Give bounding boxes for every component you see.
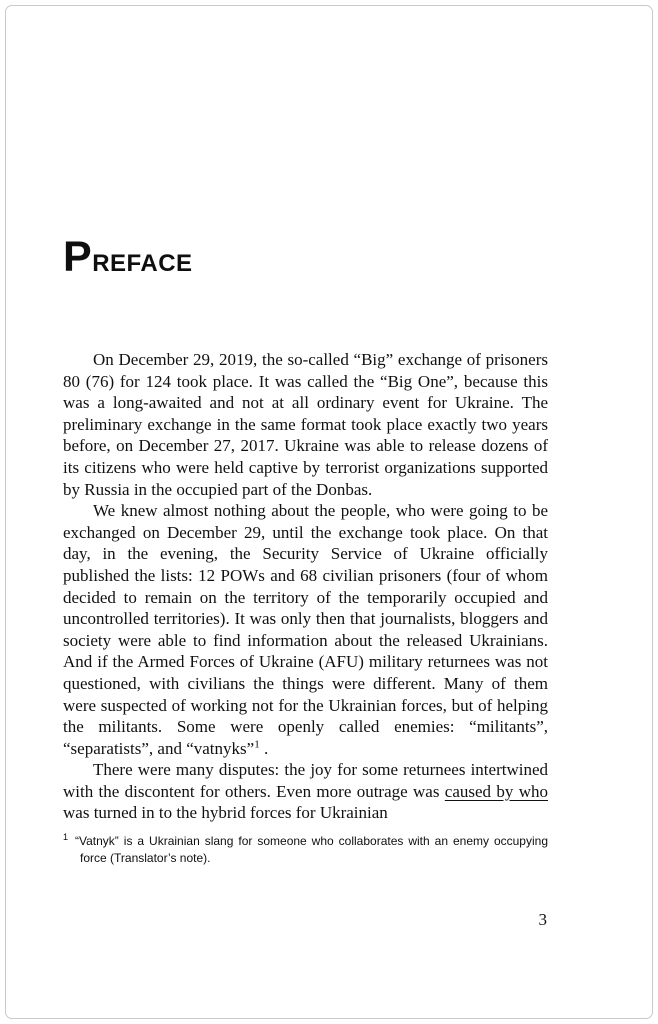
title-initial-letter: P bbox=[63, 233, 93, 281]
paragraph-2 bbox=[63, 500, 548, 759]
paragraph-3-text-start: There were many disputes: the joy for some returnees intertwined with the discontent for others. Even more outrage was bbox=[63, 760, 548, 801]
paragraph-3-underlined-text: caused by who bbox=[444, 781, 548, 801]
paragraph-2-tail: . bbox=[259, 738, 269, 758]
footnote-text: “Vatnyk” is a Ukrainian slang for someone who collaborates with an enemy occupying force (Translator’s note). bbox=[75, 834, 548, 866]
page-content bbox=[63, 0, 548, 867]
paragraph-1: On December 29, 2019, the so-called “Big” exchange of prisoners 80 (76) for 124 took place. It was called the “Big One”, because this was a long-awaited and not at all ordinary event for Ukraine. The preliminary exchange in the same format took place exactly two years before, on December 27, 2017. Ukraine was able to release dozens of its citizens who were held captive by terrorist organizations supported by Russia in the occupied part of the Donbas. bbox=[63, 350, 548, 499]
paragraph-3-text-end: was turned in to the hybrid forces for Ukrainian bbox=[63, 803, 388, 823]
page-number: 3 bbox=[538, 910, 547, 929]
footnote-reference: 1 bbox=[254, 738, 260, 751]
body-text bbox=[63, 349, 548, 824]
title-rest-text: REFACE bbox=[92, 250, 193, 277]
paragraph-3 bbox=[63, 759, 548, 824]
footnote-marker: 1 bbox=[63, 832, 69, 843]
paragraph-2-text: We knew almost nothing about the people, who were going to be exchanged on December 29, until the exchange took place. On that day, in the evening, the Security Service of Ukraine officially published the lists: 12 POWs and 68 civilian prisoners (four of whom decided to remain on the territory of the temporarily occupied and uncontrolled territories). It was only then that journalists, bloggers and society were able to find information about the released Ukrainians. And if the Armed Forces of Ukraine (AFU) military returnees was not questioned, with civilians the things were different. Many of them were suspected of working not for the Ukrainian forces, but of helping the militants. Some were openly called enemies: “militants”, “separatists”, and “vatnyks” bbox=[63, 501, 548, 758]
chapter-title bbox=[63, 233, 548, 281]
footnote bbox=[63, 833, 548, 867]
